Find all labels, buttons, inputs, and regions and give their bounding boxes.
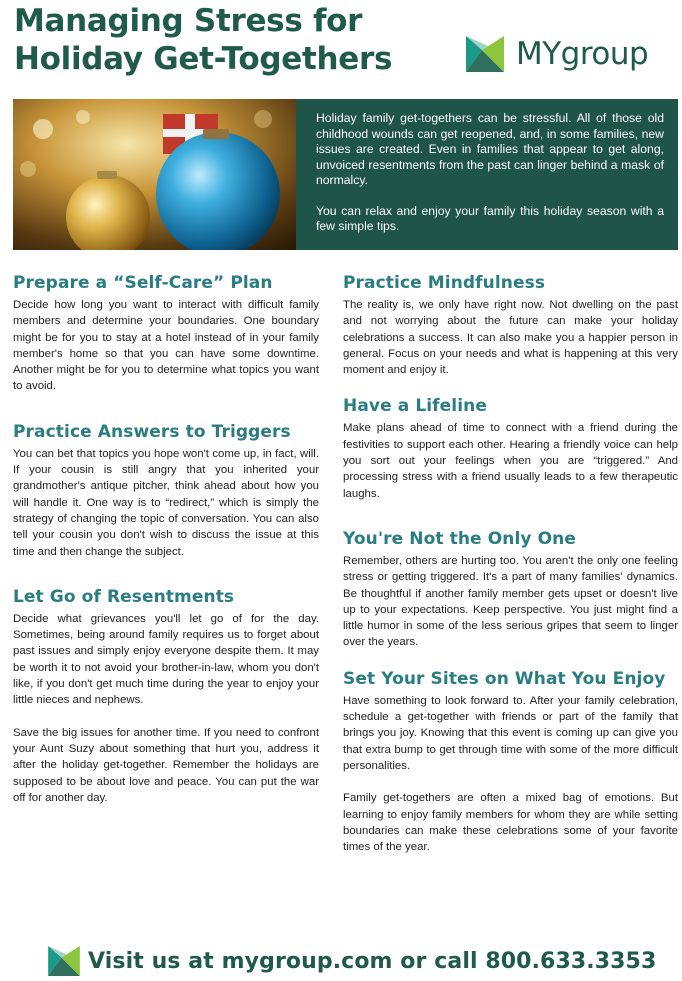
christmas-ornaments-photo [13, 99, 296, 250]
page-title: Managing Stress for Holiday Get-Togethers [14, 3, 393, 77]
section-what-you-enjoy [343, 668, 678, 856]
section-paragraph: Family get-togethers are often a mixed bag of emotions. But learning to enjoy family members for whom they are while setting boundaries can make these celebrations some of your favorite times of the year. [343, 792, 678, 854]
section-heading: Practice Answers to Triggers [13, 421, 291, 442]
banner-text [296, 99, 678, 250]
section-self-care-plan [13, 272, 319, 395]
banner-paragraph: Holiday family get-togethers can be stressful. All of those old childhood wounds can get reopened, and, in some families, new issues are created. Even in families that appear to get along, unvoiced resentments from the past can linger behind a mask of normalcy. [316, 111, 664, 187]
footer-contact [48, 946, 656, 976]
section-heading: Prepare a “Self-Care” Plan [13, 273, 273, 293]
right-column [343, 272, 678, 855]
section-paragraph: Decide how long you want to interact with difficult family members and determine your boundaries. One boundary might be for you to stay at a hotel instead of in your family member's home so that you can have some downtime. Another might be for you to determine what topics you want to avoid. [13, 299, 319, 393]
section-mindfulness [343, 272, 678, 378]
section-answers-to-triggers [13, 421, 319, 560]
section-let-go-resentments [13, 586, 319, 806]
logo-text: MYgroup [516, 36, 649, 72]
section-heading: Let Go of Resentments [13, 586, 235, 607]
section-heading: Practice Mindfulness [343, 273, 546, 293]
section-paragraph: Decide what grievances you'll let go of for the day. Sometimes, being around family requires us to forget about past issues and simply enjoy everyone despite them. It may be worth it to not avoid your brother-in-law, whom you don't like, if you don't get much time during the year to enjoy your little nieces and nephews. [13, 612, 319, 707]
section-paragraph: You can bet that topics you hope won't come up, in fact, will. If your cousin is still angry that you inherited your grandmother's antique pitcher, think ahead about how you will handle it. One way is to “redirect,” which is simply the strategy of changing the topic of conversation. You can also tell your cousin you don't wish to discuss the issue at this time and then change the subject. [13, 447, 319, 558]
section-heading: Have a Lifeline [343, 396, 487, 417]
section-heading: You're Not the Only One [343, 528, 576, 549]
section-lifeline [343, 395, 678, 501]
section-paragraph: Save the big issues for another time. If you need to confront your Aunt Suzy about something that hurt you, address it after the holiday get-together. Remember the holidays are supposed to be about love and peace. You can put the war off for another day. [13, 726, 319, 804]
section-paragraph: Make plans ahead of time to connect with a friend during the festivities to support each other. Hearing a friendly voice can help you sort out your feelings when you are “triggered.” And processing stress with a friend usually leads to a few therapeutic laughs. [343, 422, 678, 500]
ornaments-image-icon [13, 99, 296, 250]
left-column [13, 272, 319, 806]
footer-text: Visit us at mygroup.com or call 800.633.3353 [88, 948, 657, 974]
section-paragraph: The reality is, we only have right now. Not dwelling on the past and not worrying about the future can make your holiday celebrations a success. It can also make you a happier person in general. Focus on your needs and what is happening at this very moment and enjoy it. [343, 299, 678, 377]
section-not-the-only-one [343, 528, 678, 651]
section-heading: Set Your Sites on What You Enjoy [343, 668, 666, 689]
section-paragraph: Remember, others are hurting too. You aren't the only one feeling stress or getting triggered. It's a part of many families' dynamics. Be thoughtful if another family member gets upset or doesn't live up to your expectations. Keep perspective. You just might find a little humor in some of the less serious gripes that seem to linger over the years. [343, 554, 678, 649]
banner-paragraph: You can relax and enjoy your family this holiday season with a few simple tips. [316, 203, 664, 233]
section-paragraph: Have something to look forward to. After your family celebration, schedule a get-together with friends or part of the family that brings you joy. Knowing that this event is coming up can give you that extra bump to get through time with some of the more difficult personalities. [343, 694, 678, 772]
intro-banner [13, 99, 678, 250]
mygroup-logo-icon [48, 946, 80, 976]
mygroup-logo [466, 36, 648, 72]
mygroup-logo-icon [466, 36, 504, 72]
